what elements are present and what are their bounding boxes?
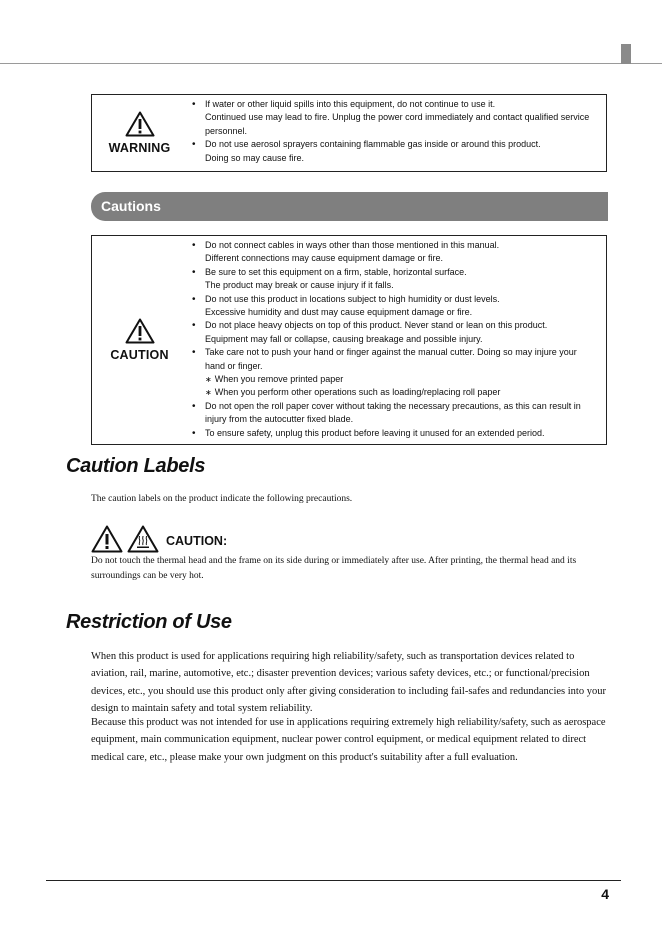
list-item: Excessive humidity and dust may cause equipment damage or fire. bbox=[205, 307, 473, 318]
warning-box bbox=[91, 94, 607, 172]
list-item: • Do not connect cables in ways other than those mentioned in this manual. bbox=[192, 239, 598, 252]
caution-list bbox=[192, 239, 598, 440]
sub-list-item bbox=[192, 373, 598, 386]
list-item: • If water or other liquid spills into this equipment, do not continue to use it. bbox=[192, 98, 598, 111]
caution-labels-intro: The caution labels on the product indicate the following precautions. bbox=[91, 494, 353, 504]
warning-triangle-icon bbox=[91, 525, 123, 553]
list-item: Continued use may lead to fire. Unplug the power cord immediately and contact qualified service personnel. bbox=[205, 112, 590, 136]
sub-item-text: When you perform other operations such as loading/replacing roll paper bbox=[214, 387, 501, 398]
footer-rule bbox=[46, 880, 621, 881]
header-rule bbox=[0, 63, 662, 64]
warning-triangle-icon bbox=[125, 318, 155, 344]
caution-label: CAUTION bbox=[110, 348, 169, 362]
warning-label: WARNING bbox=[108, 141, 171, 155]
list-item: • Be sure to set this equipment on a firm, stable, horizontal surface. bbox=[192, 266, 598, 279]
caution-label-text: CAUTION: bbox=[166, 534, 228, 548]
caution-label-icons bbox=[91, 521, 227, 553]
restriction-paragraph-1: When this product is used for applications requiring high reliability/safety, such as transportation devices related to aviation, rail, marine, automotive, etc.; disaster prevention devices; various safety devices, etc.; or functional/precision devices, etc., you should use this product only after giving consideration to including fail-safes and redundancies into your design to maintain safety and total system reliability. bbox=[91, 651, 606, 715]
sub-item-text: When you remove printed paper bbox=[214, 374, 344, 385]
page-number: 4 bbox=[601, 886, 609, 902]
caution-box bbox=[91, 235, 607, 445]
hot-surface-icon bbox=[127, 525, 159, 553]
chapter-tab-marker bbox=[621, 44, 631, 64]
list-item: • Do not use this product in locations subject to high humidity or dust levels. bbox=[192, 293, 598, 306]
list-item: The product may break or cause injury if it falls. bbox=[205, 280, 394, 291]
list-item: Equipment may fall or collapse, causing breakage and possible injury. bbox=[205, 333, 483, 344]
warning-triangle-icon bbox=[125, 111, 155, 137]
list-item: • Take care not to push your hand or finger against the manual cutter. Doing so may injure your hand or finger. bbox=[192, 346, 598, 373]
caution-labels-heading: Caution Labels bbox=[66, 455, 206, 477]
list-item: • Do not place heavy objects on top of this product. Never stand or lean on this product. bbox=[192, 319, 598, 332]
list-item: • Do not open the roll paper cover without taking the necessary precautions, as this can result in injury from the autocutter fixed blade. bbox=[192, 400, 598, 427]
section-title: Cautions bbox=[91, 192, 608, 221]
caution-label-description: Do not touch the thermal head and the frame on its side during or immediately after use. After printing, the thermal head and its surroundings can be very hot. bbox=[91, 556, 577, 581]
restriction-paragraph-2: Because this product was not intended for use in applications requiring extremely high reliability/safety, such as aerospace equipment, main communication equipment, nuclear power control equipment, or medical equipment related to direct medical care, etc., please make your own judgment on this product's suitability after a full evaluation. bbox=[91, 717, 606, 763]
caution-sign bbox=[92, 236, 187, 444]
list-item: Doing so may cause fire. bbox=[205, 152, 305, 163]
list-item: Different connections may cause equipment damage or fire. bbox=[205, 253, 443, 264]
list-item: • Do not use aerosol sprayers containing flammable gas inside or around this product. bbox=[192, 138, 598, 151]
list-item: • To ensure safety, unplug this product before leaving it unused for an extended period. bbox=[192, 427, 598, 440]
warning-list bbox=[192, 98, 598, 165]
sub-list-item bbox=[192, 386, 598, 399]
restriction-heading: Restriction of Use bbox=[66, 611, 232, 633]
warning-sign bbox=[92, 95, 187, 171]
